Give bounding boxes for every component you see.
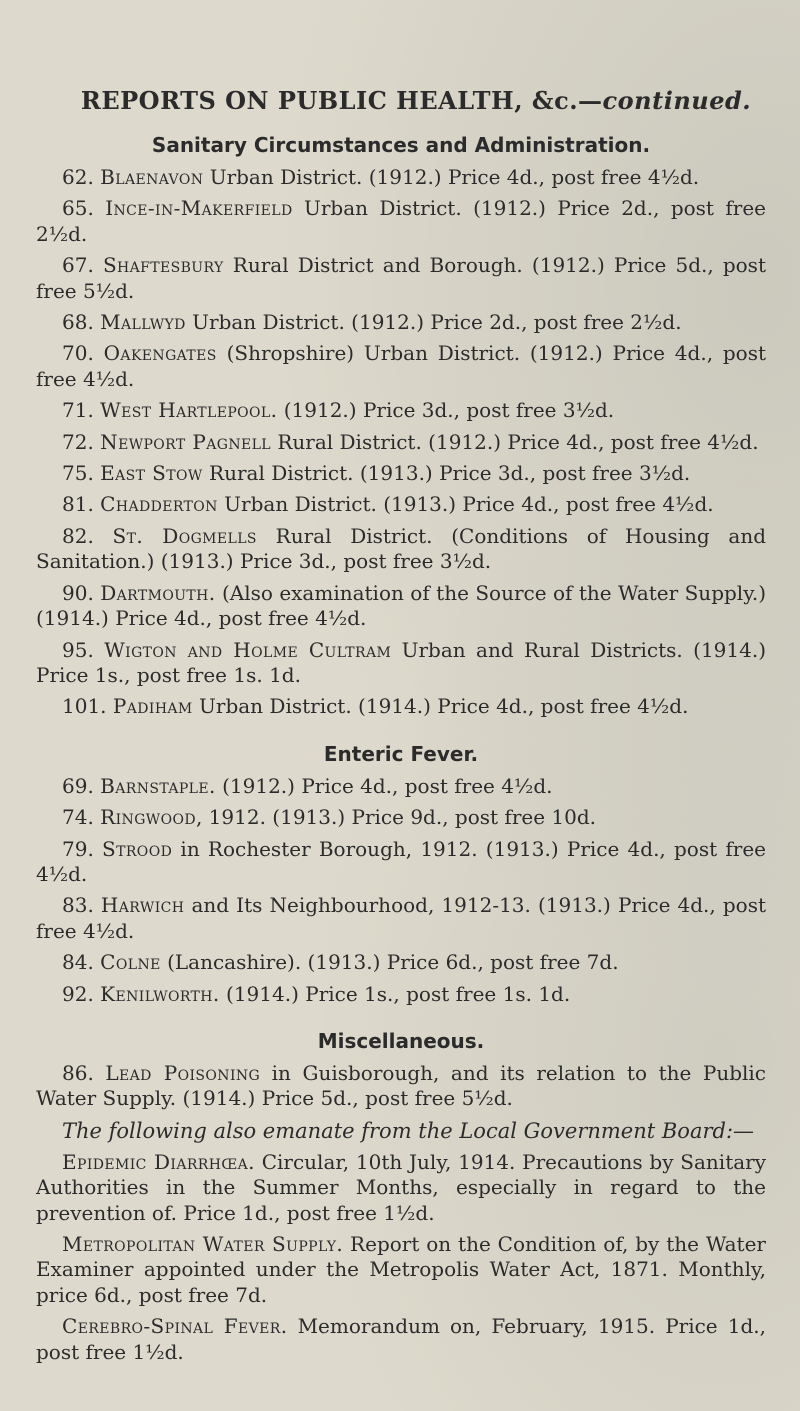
lgb-note: The following also emanate from the Local Government Board:— [62, 1118, 755, 1143]
publication-entry [36, 1232, 766, 1308]
entry-place: Blaenavon [100, 165, 204, 189]
entry-details: (1912.) Price 4d., post free 4½d. [215, 773, 553, 798]
entry-number: 72. [62, 429, 94, 454]
publication-entry [36, 893, 766, 944]
section-sanitary [36, 165, 766, 720]
entry-details: Report on the Condition of, by the Water Examiner appointed under the Metropolis Water Act, 1871. Monthly, price 6d., post free 7d. [36, 1232, 766, 1307]
entry-details: in Rochester Borough, 1912. (1913.) Price 4d., post free 4½d. [36, 836, 766, 886]
entry-place: East Stow [100, 461, 203, 486]
section-enteric [36, 774, 766, 1007]
entry-details: , 1912. (1913.) Price 9d., post free 10d. [195, 805, 597, 830]
entry-details: (Also examination of the Source of the Water Supply.) (1914.) Price 4d., post free 4½d. [36, 580, 766, 631]
entry-details: Rural District. (1912.) Price 4d., post free 4½d. [270, 429, 759, 454]
entry-details: Urban District. (1913.) Price 4d., post free 4½d. [217, 492, 714, 517]
entry-number: 67. [62, 253, 94, 278]
entry-number: 68. [62, 310, 94, 335]
entry-place: Epidemic Diarrhœa. [62, 1149, 255, 1174]
running-head [66, 86, 766, 115]
entry-place: Ringwood [100, 805, 196, 830]
entry-place: Lead Poisoning [105, 1060, 261, 1085]
entry-details: Urban District. (1914.) Price 4d., post free 4½d. [192, 694, 689, 719]
entry-number: 75. [62, 461, 94, 486]
entry-details: Rural District. (1913.) Price 3d., post free 3½d. [202, 461, 691, 486]
publication-entry [36, 524, 766, 575]
entry-number: 62. [62, 165, 94, 189]
entry-place: Kenilworth. [100, 981, 220, 1006]
entry-place: Cerebro-Spinal Fever. [62, 1314, 288, 1339]
entry-number: 79. [62, 836, 94, 861]
section-miscellaneous-extra [36, 1150, 766, 1365]
publication-entry [36, 1314, 766, 1365]
section-miscellaneous [36, 1061, 766, 1112]
publication-entry [36, 774, 766, 799]
entry-place: Shaftesbury [102, 253, 224, 278]
entry-number: 82. [62, 523, 94, 548]
entry-details: (Lancashire). (1913.) Price 6d., post free 7d. [160, 950, 619, 975]
entry-place: Wigton and Holme Cultram [104, 637, 392, 662]
publication-entry [36, 1150, 766, 1226]
section-heading-sanitary: Sanitary Circumstances and Administration. [151, 133, 651, 157]
entry-number: 90. [62, 580, 94, 605]
entry-details: Circular, 10th July, 1914. Precautions by Sanitary Authorities in the Summer Months, especially in regard to the prevention of. Price 1d., post free 1½d. [36, 1149, 767, 1225]
entry-number: 84. [62, 950, 94, 975]
entry-details: Urban District. (1912.) Price 4d., post free 4½d. [203, 165, 700, 189]
entry-details: in Guisborough, and its relation to the Public Water Supply. (1914.) Price 5d., post free 5½d. [36, 1060, 766, 1111]
publication-entry [36, 310, 766, 335]
publication-entry [36, 196, 766, 247]
entry-place: Mallwyd [100, 310, 186, 335]
entry-details: Urban and Rural Districts. (1914.) Price 1s., post free 1s. 1d. [36, 637, 767, 687]
entry-place: Dartmouth. [100, 580, 216, 605]
entry-place: St. Dogmells [112, 523, 257, 548]
entry-place: Harwich [100, 893, 185, 918]
entry-details: (1914.) Price 1s., post free 1s. 1d. [219, 981, 571, 1006]
entry-number: 70. [62, 341, 94, 366]
publication-entry [36, 165, 766, 190]
entry-details: (1912.) Price 3d., post free 3½d. [277, 398, 615, 423]
publication-entry [36, 982, 766, 1007]
entry-number: 92. [62, 981, 94, 1006]
entry-details: Urban District. (1912.) Price 2d., post free 2½d. [36, 196, 766, 246]
section-heading-enteric: Enteric Fever. [323, 741, 479, 766]
entry-details: Memorandum on, February, 1915. Price 1d., post free 1½d. [36, 1314, 766, 1364]
publication-entry [36, 837, 766, 888]
publication-entry [36, 430, 766, 455]
entry-details: (Shropshire) Urban District. (1912.) Price 4d., post free 4½d. [36, 341, 767, 391]
entry-place: Padiham [112, 694, 193, 719]
publication-entry [36, 694, 766, 719]
publication-entry [36, 461, 766, 486]
section-heading-miscellaneous: Miscellaneous. [317, 1028, 485, 1053]
entry-place: Oakengates [103, 341, 217, 366]
entry-place: West Hartlepool. [100, 398, 278, 423]
publication-entry [36, 398, 766, 423]
entry-place: Barnstaple. [100, 773, 216, 798]
entry-details: Urban District. (1912.) Price 2d., post free 2½d. [185, 310, 682, 335]
entry-place: Ince-in-Makerfield [105, 196, 293, 221]
entry-number: 83. [62, 893, 94, 918]
publication-entry [36, 1061, 766, 1112]
entry-number: 86. [62, 1060, 94, 1085]
publication-entry [36, 805, 766, 830]
publication-entry [36, 492, 766, 517]
publication-entry [36, 581, 766, 632]
entry-number: 81. [62, 492, 94, 517]
entry-number: 95. [62, 637, 94, 662]
entry-number: 71. [62, 398, 94, 423]
entry-place: Colne [100, 950, 161, 975]
running-head-main: REPORTS ON PUBLIC HEALTH, &c.— [80, 86, 603, 115]
publication-entry [36, 341, 766, 392]
entry-place: Metropolitan Water Supply. [62, 1232, 344, 1256]
publication-entry [36, 253, 766, 304]
entry-place: Chadderton [100, 492, 218, 517]
entry-number: 65. [62, 196, 94, 221]
entry-number: 74. [62, 805, 94, 830]
publication-entry [36, 638, 766, 689]
entry-number: 69. [62, 773, 94, 798]
entry-place: Newport Pagnell [100, 429, 271, 454]
entry-number: 101. [62, 694, 107, 719]
entry-details: Rural District. (Conditions of Housing and Sanitation.) (1913.) Price 3d., post free 3½d. [36, 523, 767, 574]
entry-place: Strood [102, 836, 173, 861]
entry-details: and Its Neighbourhood, 1912-13. (1913.) Price 4d., post free 4½d. [36, 893, 766, 943]
publication-entry [36, 950, 766, 975]
entry-details: Rural District and Borough. (1912.) Price 5d., post free 5½d. [36, 253, 766, 303]
running-head-continued: continued. [602, 86, 752, 115]
